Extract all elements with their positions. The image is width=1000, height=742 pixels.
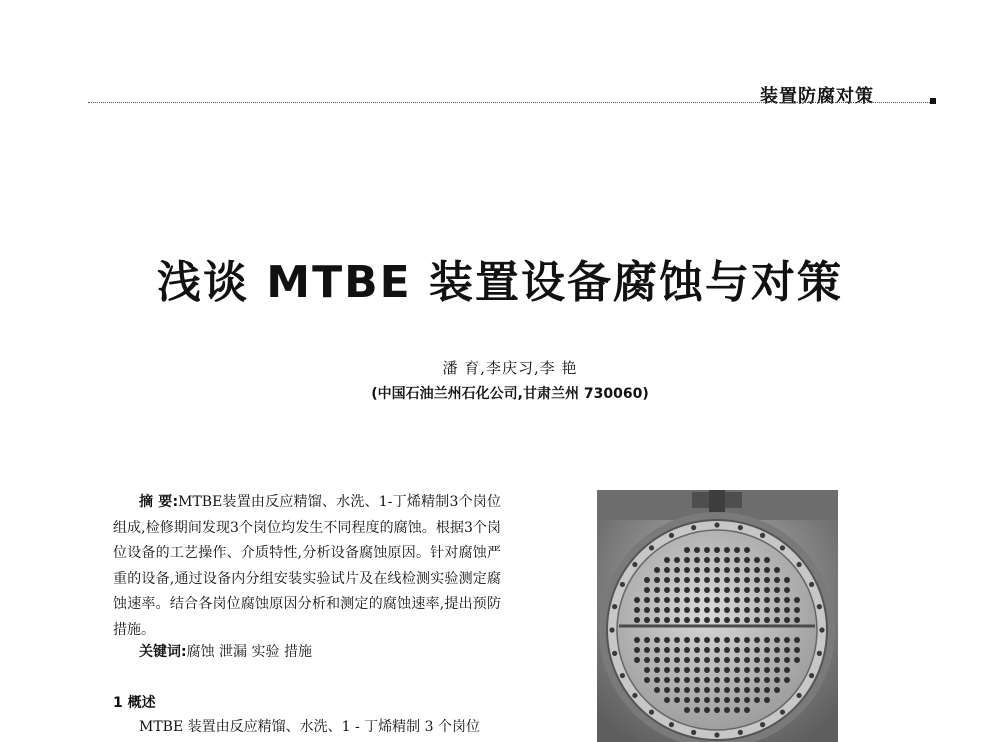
tube-hole: [774, 687, 780, 693]
tube-hole: [664, 567, 670, 573]
tube-hole: [724, 567, 730, 573]
tube-hole: [754, 567, 760, 573]
tube-hole: [774, 567, 780, 573]
tube-hole: [744, 667, 750, 673]
tube-hole: [654, 657, 660, 663]
tube-hole: [654, 637, 660, 643]
flange-bolt: [809, 582, 814, 587]
tube-hole: [694, 687, 700, 693]
tube-hole: [734, 707, 740, 713]
tube-hole: [744, 597, 750, 603]
tube-hole: [664, 697, 670, 703]
section-body-text: MTBE 装置由反应精馏、水洗、1 - 丁烯精制 3 个岗位: [139, 719, 480, 735]
tube-hole: [784, 597, 790, 603]
tube-hole: [674, 597, 680, 603]
tube-hole: [724, 607, 730, 613]
tube-hole: [714, 697, 720, 703]
tube-hole: [684, 567, 690, 573]
tube-hole: [684, 707, 690, 713]
tube-hole: [674, 577, 680, 583]
tube-hole: [684, 607, 690, 613]
tube-hole: [784, 587, 790, 593]
section-heading: 1 概述: [113, 695, 156, 711]
tube-hole: [694, 707, 700, 713]
tube-hole: [644, 667, 650, 673]
tube-hole: [714, 607, 720, 613]
tube-hole: [774, 597, 780, 603]
tube-hole: [784, 667, 790, 673]
tube-hole: [724, 667, 730, 673]
tube-hole: [794, 617, 800, 623]
flange-bolt: [612, 604, 617, 609]
tube-hole: [684, 547, 690, 553]
tube-hole: [724, 617, 730, 623]
tube-hole: [754, 687, 760, 693]
tube-hole: [704, 587, 710, 593]
tube-hole: [774, 667, 780, 673]
flange-bolt: [691, 730, 696, 735]
tube-hole: [674, 657, 680, 663]
paper-title: 浅谈 MTBE 装置设备腐蚀与对策: [156, 257, 844, 308]
tube-hole: [724, 677, 730, 683]
tube-hole: [674, 617, 680, 623]
tube-hole: [644, 607, 650, 613]
tube-hole: [784, 647, 790, 653]
flange-bolt: [714, 732, 719, 737]
tube-hole: [714, 687, 720, 693]
tube-hole: [794, 657, 800, 663]
tube-hole: [774, 617, 780, 623]
tube-hole: [734, 567, 740, 573]
tube-hole: [754, 657, 760, 663]
tube-hole: [704, 617, 710, 623]
tube-hole: [674, 697, 680, 703]
tube-hole: [664, 687, 670, 693]
flange-bolt: [609, 627, 614, 632]
tube-hole: [664, 637, 670, 643]
tube-hole: [794, 607, 800, 613]
flange-bolt: [780, 709, 785, 714]
tube-hole: [744, 647, 750, 653]
tube-hole: [714, 557, 720, 563]
tube-hole: [734, 667, 740, 673]
flange-bolt: [819, 627, 824, 632]
tube-hole: [754, 677, 760, 683]
tube-hole: [784, 617, 790, 623]
tube-hole: [644, 617, 650, 623]
tube-hole: [734, 697, 740, 703]
flange-bolt: [796, 693, 801, 698]
keywords: [139, 641, 312, 661]
tube-hole: [664, 607, 670, 613]
abstract: [113, 490, 501, 643]
tube-hole: [704, 657, 710, 663]
tube-hole: [694, 587, 700, 593]
tube-hole: [794, 647, 800, 653]
flange-bolt: [796, 562, 801, 567]
tube-hole: [724, 707, 730, 713]
tube-hole: [764, 607, 770, 613]
tube-hole: [694, 647, 700, 653]
tube-hole: [664, 577, 670, 583]
tube-hole: [764, 577, 770, 583]
tube-hole: [734, 597, 740, 603]
tube-hole: [644, 677, 650, 683]
tube-hole: [774, 637, 780, 643]
tube-hole: [734, 557, 740, 563]
tube-hole: [664, 557, 670, 563]
tube-hole: [644, 597, 650, 603]
tube-hole: [704, 607, 710, 613]
keywords-label: 关键词:: [139, 644, 187, 660]
tube-hole: [794, 597, 800, 603]
tube-hole: [684, 647, 690, 653]
tube-hole: [664, 647, 670, 653]
tube-hole: [714, 587, 720, 593]
tube-hole: [694, 617, 700, 623]
tube-hole: [694, 637, 700, 643]
flange-bolt: [649, 545, 654, 550]
tube-hole: [644, 657, 650, 663]
tube-hole: [674, 667, 680, 673]
tube-hole: [734, 587, 740, 593]
tube-hole: [654, 617, 660, 623]
tube-hole: [664, 657, 670, 663]
tube-hole: [764, 567, 770, 573]
tube-hole: [674, 607, 680, 613]
tube-hole: [684, 587, 690, 593]
tube-hole: [654, 677, 660, 683]
tube-hole: [774, 587, 780, 593]
tube-hole: [784, 577, 790, 583]
tube-hole: [714, 667, 720, 673]
tube-sheet-image: [597, 490, 838, 742]
tube-hole: [714, 617, 720, 623]
tube-hole: [734, 607, 740, 613]
tube-hole: [734, 577, 740, 583]
tube-hole: [634, 657, 640, 663]
tube-hole: [674, 677, 680, 683]
tube-hole: [634, 597, 640, 603]
tube-hole: [714, 577, 720, 583]
tube-hole: [764, 657, 770, 663]
tube-hole: [694, 567, 700, 573]
tube-hole: [654, 597, 660, 603]
tube-hole: [714, 657, 720, 663]
tube-hole: [764, 617, 770, 623]
flange-bolt: [691, 525, 696, 530]
tube-hole: [724, 597, 730, 603]
flange-bolt: [738, 730, 743, 735]
tube-hole: [754, 587, 760, 593]
flange-bolt: [632, 693, 637, 698]
tube-hole: [724, 637, 730, 643]
tube-hole: [754, 647, 760, 653]
tube-hole: [704, 697, 710, 703]
tube-hole: [694, 547, 700, 553]
tube-hole: [684, 657, 690, 663]
tube-hole: [734, 617, 740, 623]
tube-hole: [754, 617, 760, 623]
tube-hole: [754, 637, 760, 643]
tube-hole: [704, 547, 710, 553]
tube-hole: [734, 657, 740, 663]
flange-bolt: [780, 545, 785, 550]
tube-hole: [684, 697, 690, 703]
tube-hole: [684, 667, 690, 673]
tube-hole: [664, 617, 670, 623]
tube-hole: [764, 687, 770, 693]
tube-hole: [774, 577, 780, 583]
tube-hole: [724, 547, 730, 553]
section-tag: 装置防腐对策: [760, 86, 874, 107]
tube-hole: [784, 637, 790, 643]
tube-hole: [644, 647, 650, 653]
tube-hole: [744, 697, 750, 703]
flange-bolt: [669, 722, 674, 727]
tube-hole: [704, 597, 710, 603]
tube-hole: [774, 647, 780, 653]
tube-hole: [744, 687, 750, 693]
abstract-label: 摘 要:: [139, 494, 179, 510]
tube-hole: [734, 637, 740, 643]
tube-hole: [754, 557, 760, 563]
tube-hole: [754, 577, 760, 583]
tube-hole: [744, 677, 750, 683]
tube-hole: [684, 557, 690, 563]
tube-hole: [724, 657, 730, 663]
tube-hole: [744, 707, 750, 713]
tube-hole: [674, 637, 680, 643]
tube-hole: [754, 697, 760, 703]
tube-hole: [754, 607, 760, 613]
flange-bolt: [817, 651, 822, 656]
tube-hole: [784, 607, 790, 613]
tube-hole: [714, 677, 720, 683]
paper-authors: 潘 育,李庆习,李 艳: [442, 359, 578, 377]
flange-bolt: [620, 582, 625, 587]
tube-hole: [654, 577, 660, 583]
tube-hole: [744, 607, 750, 613]
tube-hole: [754, 597, 760, 603]
flange-bolt: [714, 522, 719, 527]
tube-hole: [664, 587, 670, 593]
flange-bolt: [620, 673, 625, 678]
tube-hole: [744, 617, 750, 623]
flange-bolt: [760, 533, 765, 538]
keywords-text: 腐蚀 泄漏 实验 措施: [186, 644, 312, 660]
tube-hole: [764, 667, 770, 673]
tube-hole: [704, 577, 710, 583]
tube-hole: [724, 557, 730, 563]
tube-hole: [754, 667, 760, 673]
flange-bolt: [738, 525, 743, 530]
tube-hole: [774, 677, 780, 683]
tube-hole: [704, 647, 710, 653]
tube-hole: [654, 607, 660, 613]
tube-hole: [774, 657, 780, 663]
tube-hole: [734, 687, 740, 693]
tube-hole: [764, 697, 770, 703]
tube-hole: [744, 587, 750, 593]
header-square-mark: [930, 98, 936, 104]
flange-bolt: [612, 651, 617, 656]
tube-hole: [724, 687, 730, 693]
tube-hole: [704, 567, 710, 573]
tube-hole: [634, 637, 640, 643]
tube-hole: [734, 677, 740, 683]
tube-hole: [764, 677, 770, 683]
tube-hole: [704, 687, 710, 693]
tube-hole: [694, 697, 700, 703]
tube-hole: [644, 577, 650, 583]
paper-affiliation: (中国石油兰州石化公司,甘肃兰州 730060): [371, 386, 649, 402]
tube-hole: [684, 617, 690, 623]
flange-bolt: [649, 709, 654, 714]
tube-hole: [744, 657, 750, 663]
tube-hole: [694, 677, 700, 683]
tube-hole: [634, 617, 640, 623]
tube-hole: [674, 557, 680, 563]
tube-hole: [654, 667, 660, 673]
tube-hole: [674, 587, 680, 593]
tube-hole: [764, 637, 770, 643]
tube-hole: [684, 637, 690, 643]
tube-hole: [774, 607, 780, 613]
tube-hole: [704, 667, 710, 673]
tube-hole: [654, 647, 660, 653]
tube-hole: [744, 637, 750, 643]
tube-hole: [654, 687, 660, 693]
tube-hole: [784, 677, 790, 683]
tube-hole: [704, 707, 710, 713]
tube-hole: [674, 567, 680, 573]
tube-hole: [664, 667, 670, 673]
tube-hole: [654, 587, 660, 593]
tube-hole: [724, 697, 730, 703]
tube-hole: [724, 587, 730, 593]
tube-hole: [684, 577, 690, 583]
tube-hole: [714, 547, 720, 553]
tube-hole: [714, 567, 720, 573]
tube-hole: [654, 567, 660, 573]
tube-hole: [674, 647, 680, 653]
tube-hole: [724, 577, 730, 583]
flange-bolt: [669, 533, 674, 538]
tube-hole: [764, 557, 770, 563]
tube-hole: [684, 687, 690, 693]
header-rule: [88, 102, 930, 103]
tube-hole: [744, 557, 750, 563]
flange-bolt: [632, 562, 637, 567]
flange-bolt: [760, 722, 765, 727]
tube-hole: [694, 657, 700, 663]
tube-hole: [694, 667, 700, 673]
tube-hole: [714, 597, 720, 603]
tube-hole: [664, 677, 670, 683]
tube-hole: [724, 647, 730, 653]
tube-hole: [784, 657, 790, 663]
tube-hole: [744, 577, 750, 583]
tube-hole: [674, 687, 680, 693]
tube-hole: [684, 677, 690, 683]
tube-hole: [694, 597, 700, 603]
tube-hole: [664, 597, 670, 603]
tube-hole: [684, 597, 690, 603]
tube-hole: [704, 557, 710, 563]
abstract-text: MTBE装置由反应精馏、水洗、1-丁烯精制3个岗位组成,检修期间发现3个岗位均发生不同程度的腐蚀。根据3个岗位设备的工艺操作、介质特性,分析设备腐蚀原因。针对腐蚀严重的设备,通过设备内分组安装实验试片及在线检测实验测定腐蚀速率。结合各岗位腐蚀原因分析和测定的腐蚀速率,提出预防措施。: [113, 494, 501, 638]
tube-hole: [704, 637, 710, 643]
tube-hole: [744, 567, 750, 573]
tube-hole: [694, 557, 700, 563]
tube-hole: [794, 637, 800, 643]
tube-hole: [764, 647, 770, 653]
tube-hole: [704, 677, 710, 683]
tube-hole: [764, 587, 770, 593]
tube-hole: [694, 577, 700, 583]
tube-hole: [734, 647, 740, 653]
tube-hole: [644, 637, 650, 643]
tube-sheet-photo: [597, 490, 838, 742]
tube-hole: [644, 587, 650, 593]
tube-hole: [744, 547, 750, 553]
tube-hole: [734, 547, 740, 553]
tube-hole: [694, 607, 700, 613]
tube-hole: [764, 597, 770, 603]
tube-hole: [714, 637, 720, 643]
tube-hole: [634, 647, 640, 653]
tube-hole: [714, 707, 720, 713]
tube-hole: [714, 647, 720, 653]
flange-bolt: [809, 673, 814, 678]
flange-bolt: [817, 604, 822, 609]
tube-hole: [634, 607, 640, 613]
